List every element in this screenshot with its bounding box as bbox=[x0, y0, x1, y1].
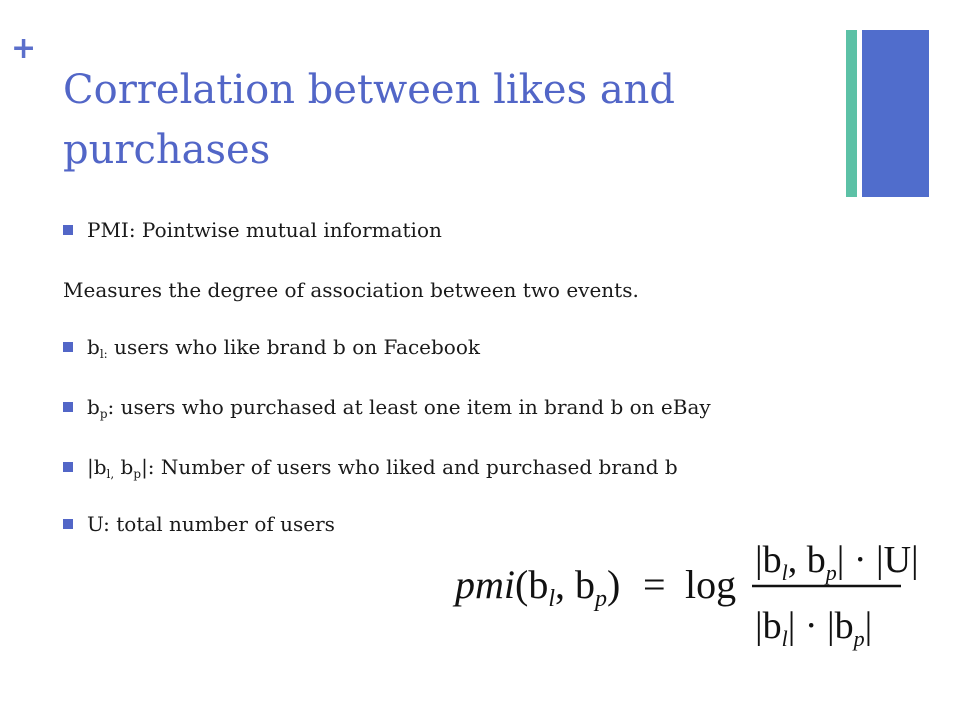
bullet-rest: |: Number of users who liked and purchased brand b bbox=[141, 455, 678, 479]
bullet-subscript: l: bbox=[99, 347, 108, 361]
bullet-marker bbox=[63, 342, 73, 352]
bullet-mid: b bbox=[114, 455, 134, 479]
formula-num-a: |b bbox=[755, 539, 782, 581]
bullet-subscript: p bbox=[133, 467, 142, 481]
accent-bar-blue bbox=[862, 30, 929, 197]
formula-den-c: | bbox=[864, 605, 873, 647]
formula-num-sub1: l bbox=[781, 560, 788, 585]
formula-lhs-close: ) bbox=[607, 562, 621, 607]
bullet-item-intersection bbox=[87, 454, 678, 487]
intro-bullet-text: PMI: Pointwise mutual information bbox=[87, 218, 442, 242]
accent-bar-green bbox=[846, 30, 857, 197]
formula-den-b: | · |b bbox=[787, 605, 854, 647]
bullet-subscript: p bbox=[99, 407, 108, 421]
formula-lhs-sub1: l bbox=[548, 586, 555, 612]
bullet-base: b bbox=[87, 335, 100, 359]
formula-num-sub2: p bbox=[825, 560, 837, 585]
slide-title: Correlation between likes and purchases bbox=[63, 67, 676, 173]
formula-den-a: |b bbox=[755, 605, 782, 647]
formula-den-sub1: l bbox=[781, 626, 788, 651]
formula-equals: = bbox=[643, 562, 666, 607]
svg-text:|bl, bp| · |U| bbox=[755, 539, 919, 585]
bullet-marker bbox=[63, 225, 73, 235]
description-text: Measures the degree of association between two events. bbox=[63, 278, 639, 302]
formula-num-b: , b bbox=[787, 539, 826, 581]
bullet-base: b bbox=[87, 395, 100, 419]
bullet-pre: |b bbox=[87, 455, 107, 479]
formula-lhs-sub2: p bbox=[595, 586, 607, 612]
pmi-formula bbox=[455, 528, 919, 653]
bullet-rest: users who like brand b on Facebook bbox=[107, 335, 480, 359]
plus-icon: + bbox=[11, 31, 37, 66]
formula-num-c: | · |U| bbox=[836, 539, 919, 581]
bullet-subscript: l, bbox=[106, 467, 115, 481]
svg-text:pmi(bl, bp) bbox=[452, 562, 620, 612]
bullet-item-total-users: U: total number of users bbox=[87, 512, 335, 536]
bullet-marker bbox=[63, 462, 73, 472]
svg-text:|bl| · |bp| bbox=[755, 605, 872, 651]
formula-log: log bbox=[685, 562, 737, 607]
formula-lhs-mid: , b bbox=[555, 562, 595, 607]
formula-lhs-fn: pmi bbox=[455, 562, 515, 607]
bullet-marker bbox=[63, 519, 73, 529]
bullet-item-likes bbox=[87, 334, 480, 367]
bullet-item-purchases bbox=[87, 394, 711, 427]
bullet-rest: : users who purchased at least one item in brand b on eBay bbox=[107, 395, 711, 419]
formula-den-sub2: p bbox=[853, 626, 865, 651]
bullet-marker bbox=[63, 402, 73, 412]
formula-lhs-args: (b bbox=[515, 562, 549, 607]
